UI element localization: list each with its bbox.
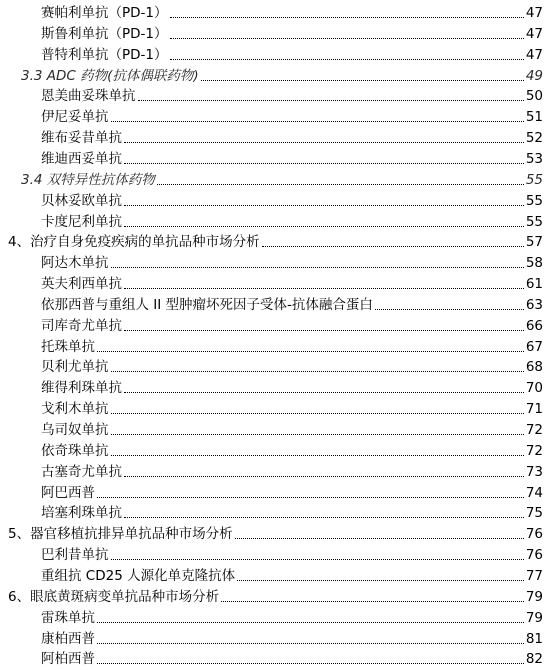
toc-entry-title: 伊尼妥单抗 bbox=[41, 109, 109, 126]
dot-leader bbox=[124, 226, 524, 227]
toc-entry-page-number: 63 bbox=[525, 296, 543, 313]
dot-leader bbox=[262, 246, 524, 247]
toc-entry-page-number: 67 bbox=[525, 338, 543, 355]
toc-entry-title: 阿巴西普 bbox=[41, 484, 95, 501]
toc-entry[interactable] bbox=[0, 397, 556, 418]
toc-entry-title: 依奇珠单抗 bbox=[41, 442, 109, 459]
toc-entry[interactable] bbox=[0, 314, 556, 335]
dot-leader bbox=[97, 351, 524, 352]
toc-entry-title: 斯鲁利单抗（PD-1） bbox=[41, 25, 168, 42]
toc-entry-page-number: 55 bbox=[525, 213, 543, 230]
toc-entry[interactable] bbox=[0, 22, 556, 43]
toc-entry-page-number: 50 bbox=[525, 88, 543, 105]
toc-entry-title: 乌司奴单抗 bbox=[41, 422, 109, 438]
dot-leader bbox=[221, 601, 524, 602]
toc-entry[interactable] bbox=[0, 251, 556, 272]
dot-leader bbox=[124, 205, 524, 206]
toc-entry[interactable] bbox=[0, 1, 556, 22]
toc-entry-title: 卡度尼利单抗 bbox=[41, 213, 122, 230]
toc-entry[interactable] bbox=[0, 627, 556, 648]
toc-entry[interactable] bbox=[0, 43, 556, 64]
toc-entry-page-number: 51 bbox=[525, 109, 543, 126]
dot-leader bbox=[375, 309, 524, 310]
toc-entry-page-number: 55 bbox=[525, 171, 543, 188]
toc-entry-title: 雷珠单抗 bbox=[41, 609, 95, 626]
toc-entry[interactable] bbox=[0, 481, 556, 502]
toc-entry-title: 贝林妥欧单抗 bbox=[41, 192, 122, 209]
toc-entry-page-number: 72 bbox=[525, 422, 543, 438]
dot-leader bbox=[235, 538, 524, 539]
toc-entry-page-number: 52 bbox=[525, 130, 543, 147]
dot-leader bbox=[124, 330, 524, 331]
toc-entry[interactable] bbox=[0, 84, 556, 105]
toc-entry[interactable] bbox=[0, 355, 556, 376]
toc-entry-page-number: 70 bbox=[525, 380, 543, 397]
toc-entry[interactable] bbox=[0, 210, 556, 231]
toc-entry[interactable] bbox=[0, 647, 556, 668]
toc-entry-page-number: 61 bbox=[525, 276, 543, 293]
toc-entry-title: 古塞奇尤单抗 bbox=[41, 463, 122, 480]
toc-entry[interactable] bbox=[0, 126, 556, 147]
dot-leader bbox=[111, 455, 524, 456]
toc-entry[interactable] bbox=[0, 585, 556, 606]
toc-entry-title: 依那西普与重组人 II 型肿瘤坏死因子受体-抗体融合蛋白 bbox=[41, 296, 373, 313]
toc-entry-page-number: 77 bbox=[525, 567, 543, 584]
toc-entry[interactable] bbox=[0, 335, 556, 356]
dot-leader bbox=[97, 643, 524, 644]
dot-leader bbox=[124, 163, 524, 164]
dot-leader bbox=[124, 392, 524, 393]
dot-leader bbox=[97, 622, 524, 623]
toc-entry[interactable] bbox=[0, 147, 556, 168]
toc-entry-title: 贝利尤单抗 bbox=[41, 359, 109, 376]
toc-entry[interactable] bbox=[0, 272, 556, 293]
dot-leader bbox=[111, 371, 524, 372]
toc-entry-title: 赛帕利单抗（PD-1） bbox=[41, 5, 168, 21]
toc-entry[interactable] bbox=[0, 522, 556, 543]
toc-entry-title: 3.4 双特异性抗体药物 bbox=[21, 171, 155, 188]
toc-entry[interactable] bbox=[0, 376, 556, 397]
toc-entry-page-number: 68 bbox=[525, 359, 543, 376]
toc-entry-title: 6、眼底黄斑病变单抗品种市场分析 bbox=[8, 588, 220, 605]
toc-entry-page-number: 53 bbox=[525, 150, 543, 167]
toc-entry-title: 司库奇尤单抗 bbox=[41, 317, 122, 334]
toc-entry[interactable] bbox=[0, 105, 556, 126]
dot-leader bbox=[111, 267, 524, 268]
toc-entry-title: 维迪西妥单抗 bbox=[41, 150, 122, 167]
dot-leader bbox=[170, 38, 524, 39]
dot-leader bbox=[124, 517, 524, 518]
dot-leader bbox=[124, 288, 524, 289]
dot-leader bbox=[170, 17, 524, 18]
dot-leader bbox=[111, 559, 524, 560]
toc-entry-page-number: 75 bbox=[525, 505, 543, 522]
toc-entry-page-number: 47 bbox=[525, 46, 543, 63]
toc-entry[interactable] bbox=[0, 439, 556, 460]
dot-leader bbox=[124, 476, 524, 477]
toc-entry-page-number: 76 bbox=[525, 526, 543, 543]
dot-leader bbox=[237, 580, 524, 581]
toc-entry[interactable] bbox=[0, 564, 556, 585]
toc-entry-title: 维得利珠单抗 bbox=[41, 380, 122, 397]
toc-entry-page-number: 58 bbox=[525, 255, 543, 272]
toc-entry-title: 3.3 ADC 药物(抗体偶联药物) bbox=[21, 67, 199, 84]
toc-entry[interactable] bbox=[0, 501, 556, 522]
toc-entry-title: 阿达木单抗 bbox=[41, 255, 109, 272]
toc-entry-page-number: 73 bbox=[525, 463, 543, 480]
toc-entry-title: 英夫利西单抗 bbox=[41, 276, 122, 293]
toc-entry[interactable] bbox=[0, 293, 556, 314]
dot-leader bbox=[111, 121, 524, 122]
toc-entry-page-number: 71 bbox=[525, 401, 543, 418]
toc-entry-page-number: 81 bbox=[525, 630, 543, 647]
toc-entry-page-number: 82 bbox=[525, 651, 543, 668]
dot-leader bbox=[97, 497, 524, 498]
toc-entry-title: 4、治疗自身免疫疾病的单抗品种市场分析 bbox=[8, 234, 260, 251]
toc-entry-title: 阿柏西普 bbox=[41, 651, 95, 668]
toc-entry-page-number: 55 bbox=[525, 192, 543, 209]
toc-entry-page-number: 47 bbox=[525, 25, 543, 42]
dot-leader bbox=[201, 80, 524, 81]
toc-entry-page-number: 57 bbox=[525, 234, 543, 251]
toc-entry[interactable] bbox=[0, 418, 556, 439]
toc-entry-title: 维布妥昔单抗 bbox=[41, 130, 122, 147]
toc-entry-page-number: 76 bbox=[525, 547, 543, 564]
toc-entry-page-number: 66 bbox=[525, 317, 543, 334]
toc-entry-title: 培塞利珠单抗 bbox=[41, 505, 122, 522]
dot-leader bbox=[138, 100, 524, 101]
toc-entry[interactable] bbox=[0, 189, 556, 210]
toc-entry[interactable] bbox=[0, 64, 556, 85]
dot-leader bbox=[170, 59, 524, 60]
dot-leader bbox=[111, 434, 524, 435]
toc-entry-title: 康柏西普 bbox=[41, 630, 95, 647]
toc-entry-page-number: 72 bbox=[525, 442, 543, 459]
toc-entry-page-number: 79 bbox=[525, 609, 543, 626]
toc-entry[interactable] bbox=[0, 230, 556, 251]
toc-entry-page-number: 49 bbox=[525, 67, 543, 84]
toc-entry-page-number: 74 bbox=[525, 484, 543, 501]
toc-entry-page-number: 47 bbox=[525, 5, 543, 21]
toc-entry[interactable] bbox=[0, 543, 556, 564]
toc-entry-title: 普特利单抗（PD-1） bbox=[41, 46, 168, 63]
toc-entry-title: 戈利木单抗 bbox=[41, 401, 109, 418]
toc-entry[interactable] bbox=[0, 606, 556, 627]
dot-leader bbox=[157, 184, 524, 185]
toc-entry-title: 托珠单抗 bbox=[41, 338, 95, 355]
toc-entry-page-number: 79 bbox=[525, 588, 543, 605]
dot-leader bbox=[97, 663, 524, 664]
toc-entry-title: 巴利昔单抗 bbox=[41, 547, 109, 564]
toc-entry[interactable] bbox=[0, 460, 556, 481]
toc-entry-title: 5、器官移植抗排异单抗品种市场分析 bbox=[8, 526, 233, 543]
toc-entry-title: 恩美曲妥珠单抗 bbox=[41, 88, 136, 105]
toc-entry-title: 重组抗 CD25 人源化单克隆抗体 bbox=[41, 567, 236, 584]
dot-leader bbox=[124, 142, 524, 143]
dot-leader bbox=[111, 413, 524, 414]
toc-entry[interactable] bbox=[0, 168, 556, 189]
